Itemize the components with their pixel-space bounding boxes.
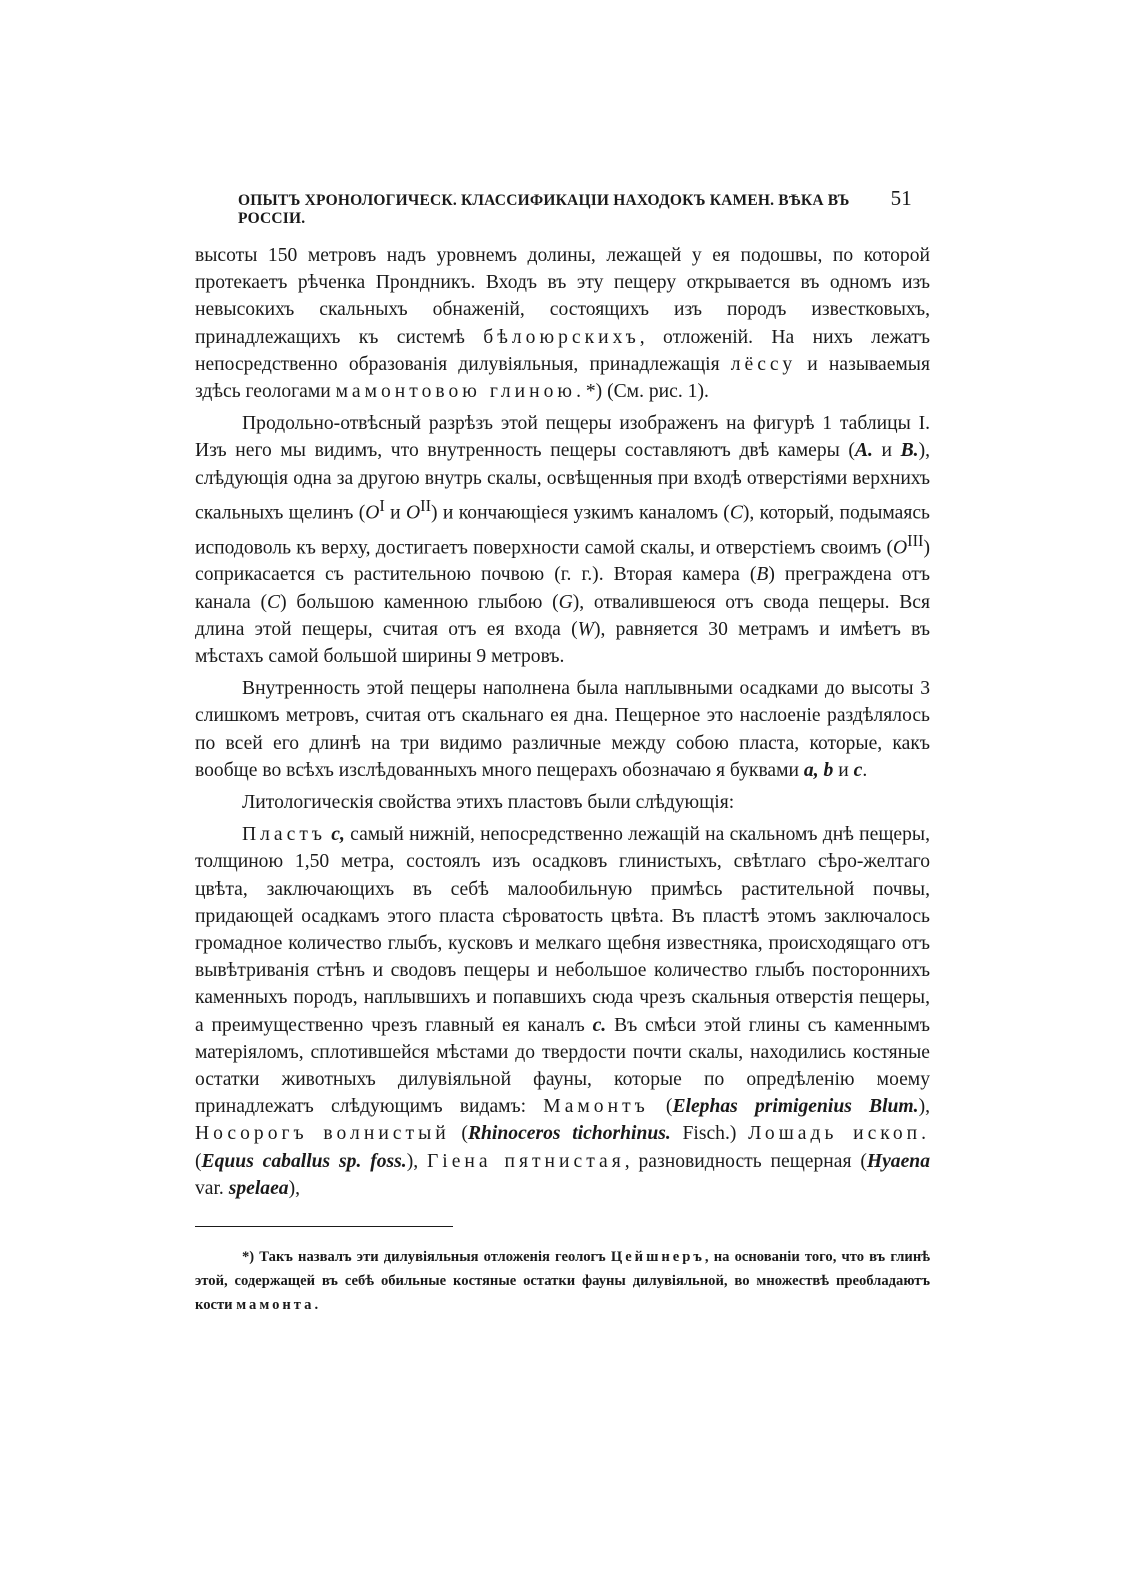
letter-label: G xyxy=(558,591,573,613)
letter-label: C xyxy=(729,502,743,524)
running-header xyxy=(238,186,912,228)
spaced-term: мамонта xyxy=(236,1296,315,1313)
spaced-term: лёссу xyxy=(730,353,797,375)
text-run: ), xyxy=(918,1096,930,1118)
text-run: , разновидность пещерная ( xyxy=(624,1150,867,1172)
spaced-term: Цейшнеръ xyxy=(610,1248,705,1265)
text-run: и xyxy=(833,759,854,781)
letter-label: W xyxy=(577,618,594,640)
letter-label: c xyxy=(853,759,863,781)
text-run: ( xyxy=(195,1150,202,1172)
running-title: ОПЫТЪ ХРОНОЛОГИЧЕСК. КЛАССИФИКАЦІИ НАХОДОКЪ КАМЕН. ВѢКА ВЪ РОССІИ. xyxy=(238,192,850,227)
superscript: I xyxy=(379,495,385,515)
document-page xyxy=(195,186,930,1317)
letter-label: O xyxy=(893,537,908,559)
body-text xyxy=(195,242,930,1202)
letter-label: A. xyxy=(854,440,873,462)
text-run: ) и кончающіеся узкимъ каналомъ ( xyxy=(431,502,730,524)
text-run: Внутренность этой пещеры наполнена была наплывными осадками до высоты 3 слишкомъ метровъ, считая отъ скальнаго ея дна. Пещерное это наслоеніе раздѣлялось по всей его длинѣ на три видимо различные между собою пласта, которые, какъ вообще во всѣхъ изслѣдованныхъ много пещерахъ обозначаю я буквами xyxy=(195,678,930,781)
text-run: и называемыя здѣсь геологами xyxy=(195,353,930,403)
paragraph-1 xyxy=(195,242,930,405)
text-run: и xyxy=(872,440,901,462)
letter-label: c. xyxy=(592,1014,607,1036)
text-run: Въ смѣси этой глины съ каменнымъ матеріяломъ, сплотившейся мѣстами до твердости почти скалы, находились костяные остатки животныхъ дилувіяльной фауны, которые по опредѣленію моему принадлежатъ слѣдующимъ видамъ: xyxy=(195,1014,930,1118)
paragraph-3 xyxy=(195,675,930,784)
paragraph-4: Литологическія свойства этихъ пластовъ были слѣдующія: xyxy=(242,791,735,813)
text-run: ), который, подымаясь исподоволь къ верху, достигаетъ поверхности самой скалы, и отверстіемъ своимъ ( xyxy=(195,502,930,559)
letter-label: B xyxy=(756,564,769,586)
species-latin-name: Rhinoceros tichorhinus. xyxy=(467,1123,671,1145)
text-run: ( xyxy=(449,1123,468,1145)
species-common-name: Лошадь ископ. xyxy=(748,1123,930,1145)
text-run: . *) (См. рис. 1). xyxy=(576,381,709,403)
superscript: II xyxy=(420,495,432,515)
footnote-divider xyxy=(195,1226,453,1227)
text-run: и xyxy=(384,502,407,524)
superscript: III xyxy=(907,530,924,550)
species-latin-name: spelaea xyxy=(228,1177,289,1199)
text-run: ), xyxy=(406,1150,427,1172)
text-run: ), отвалившеюся отъ свода пещеры. Вся длина этой пещеры, считая отъ ея входа ( xyxy=(195,591,931,640)
text-run: *) Такъ назвалъ эти дилувіяльныя отложенія геологъ xyxy=(242,1248,611,1265)
letter-label: O xyxy=(406,502,421,524)
page-number: 51 xyxy=(890,186,912,210)
letter-label: C xyxy=(267,591,281,613)
text-run: var. xyxy=(195,1177,229,1199)
spaced-term: бѣлоюрскихъ xyxy=(483,326,640,348)
species-latin-name: Hyaena xyxy=(866,1150,930,1172)
text-run: ), равняется 30 метрамъ и имѣетъ въ мѣстахъ самой большой ширины 9 метровъ. xyxy=(195,618,930,667)
text-run: ), xyxy=(288,1177,301,1199)
letter-label: O xyxy=(365,502,380,524)
text-run: ) соприкасается съ растительною почвою (г. г.). Вторая камера ( xyxy=(195,537,930,586)
species-common-name: Гіена пятнистая xyxy=(426,1150,625,1172)
text-run: . xyxy=(862,759,868,781)
text-run: самый нижній, непосредственно лежащій на скальномъ днѣ пещеры, толщиною 1,50 метра, состоялъ изъ осадковъ глинистыхъ, свѣтлаго сѣро-желтаго цвѣта, заключающихъ въ себѣ малообильную примѣсь растительной почвы, придающей осадкамъ этого пласта сѣроватость цвѣта. Въ пластѣ этомъ заключалось громадное количество глыбъ, кусковъ и мелкаго щебня известняка, происходящаго отъ вывѣтриванія стѣнъ и сводовъ пещеры и небольшое количество глыбъ постороннихъ каменныхъ породъ, наплывшихъ и попавшихъ сюда чрезъ скальныя отверстія пещеры, а преимущественно чрезъ главный ея каналъ xyxy=(195,824,930,1036)
letter-label: a, b xyxy=(803,759,834,781)
text-run: ( xyxy=(648,1096,673,1118)
text-run: ) преграждена отъ канала ( xyxy=(195,564,930,613)
text-run: . xyxy=(314,1296,319,1313)
text-run: , на основаніи того, что въ глинѣ этой, содержащей въ себѣ обильные костяные остатки фауны дилувіяльной, во множествѣ преобладаютъ кости xyxy=(195,1248,930,1313)
species-latin-name: Equus caballus sp. foss. xyxy=(201,1150,407,1172)
paragraph-5 xyxy=(195,821,930,1202)
paragraph-2 xyxy=(195,410,930,670)
text-run: ), слѣдующія одна за другою внутрь скалы, освѣщенныя при входѣ отверстіями верхнихъ скальныхъ щелинъ ( xyxy=(195,440,930,524)
letter-label: c, xyxy=(331,824,345,846)
footnote xyxy=(195,1245,930,1317)
text-run: , отложеній. На нихъ лежатъ непосредственно образованія дилувіяльныя, принадлежащія xyxy=(195,326,930,375)
text-run: высоты 150 метровъ надъ уровнемъ долины, лежащей у ея подошвы, по которой протекаетъ рѣченка Прондникъ. Входъ въ эту пещеру открывается въ одномъ изъ невысокихъ скальныхъ обнаженій, состоящихъ изъ породъ известковыхъ, принадлежащихъ къ системѣ xyxy=(195,245,930,348)
spaced-term: Пластъ xyxy=(242,824,327,846)
spaced-term: мамонтовою глиною xyxy=(335,381,577,403)
text-run: Продольно-отвѣсный разрѣзъ этой пещеры изображенъ на фигурѣ 1 таблицы I. Изъ него мы видимъ, что внутренность пещеры составляютъ двѣ камеры ( xyxy=(195,413,930,462)
text-run: Fisch.) xyxy=(670,1123,749,1145)
species-common-name: Мамонтъ xyxy=(543,1096,649,1118)
text-run: ) большою каменною глыбою ( xyxy=(280,591,559,613)
species-common-name: Носорогъ волнистый xyxy=(195,1123,450,1145)
letter-label: B. xyxy=(900,440,919,462)
species-latin-name: Elephas primigenius Blum. xyxy=(672,1096,919,1118)
